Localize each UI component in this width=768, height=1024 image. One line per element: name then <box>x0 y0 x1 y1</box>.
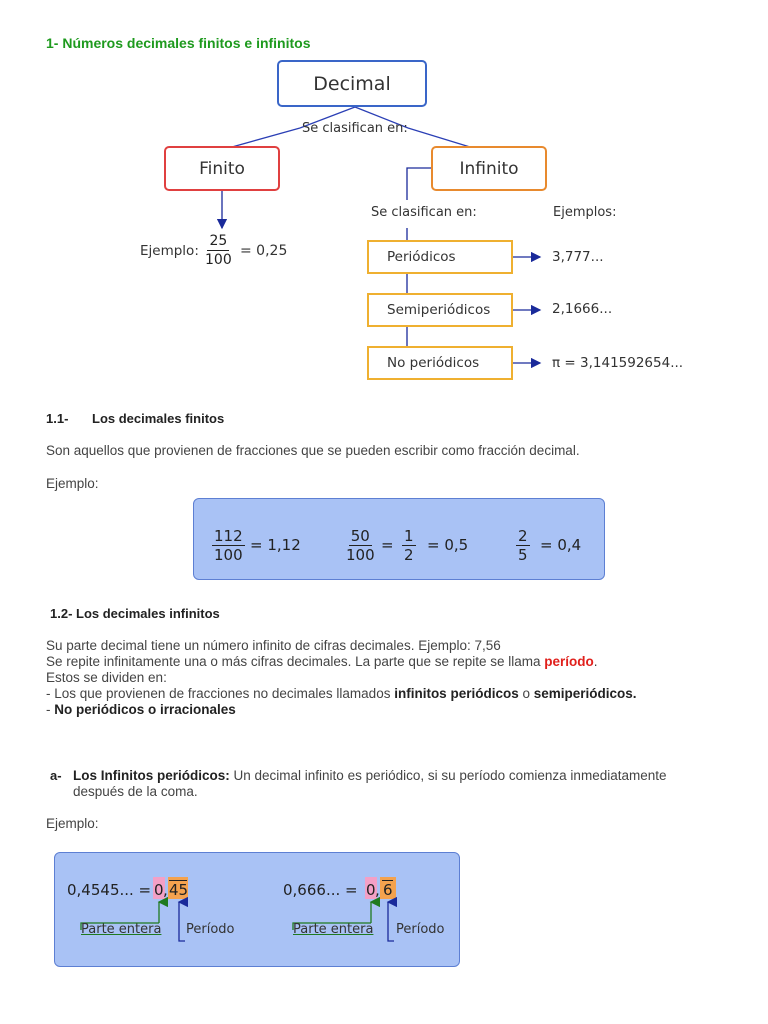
sa-line2: después de la coma. <box>73 784 198 799</box>
s11-paragraph: Son aquellos que provienen de fracciones que se pueden escribir como fracción decimal. <box>46 443 580 458</box>
ex3-result: = 0,4 <box>540 536 582 554</box>
s12-line1: Su parte decimal tiene un número infinito de cifras decimales. Ejemplo: 7,56 <box>46 638 501 653</box>
parte-entera-label: Parte entera <box>293 922 374 937</box>
s12-line2-end: . <box>593 654 598 669</box>
periodic-examples-panel <box>54 852 460 967</box>
fraction-numerator: 25 <box>209 233 228 249</box>
s12-line4 <box>46 686 746 702</box>
s11-number: 1.1- <box>46 411 69 426</box>
sa-ejemplo: Ejemplo: <box>46 816 99 831</box>
s12-line2 <box>46 654 746 670</box>
sa-paragraph <box>73 768 763 800</box>
no-periodicos-term: No periódicos o irracionales <box>54 702 236 717</box>
type-no-periodicos: No periódicos <box>367 346 513 380</box>
ex-periodic1-comma: , <box>163 881 168 899</box>
example-semiperiodico: 2,1666... <box>552 301 613 317</box>
ex1-fraction <box>212 528 245 564</box>
ex3-denominator: 5 <box>518 546 528 564</box>
classify-label: Se clasifican en: <box>302 121 408 136</box>
ex2-fraction <box>346 528 375 564</box>
ex-periodic2-comma: , <box>375 881 380 899</box>
example-no-periodico: π = 3,141592654... <box>552 355 684 371</box>
ex-periodic1-left: 0,4545... = <box>67 881 152 899</box>
s12-body <box>46 638 746 718</box>
sa-text1: Un decimal infinito es periódico, si su período comienza inmediatamente <box>229 768 667 783</box>
ex2-simplified-numerator: 1 <box>404 527 414 545</box>
decimal-node: Decimal <box>277 60 427 107</box>
periodo-term: período <box>544 654 594 669</box>
periodo-label: Período <box>396 922 445 937</box>
sa-title: Los Infinitos periódicos: <box>73 768 230 783</box>
type-periodicos: Periódicos <box>367 240 513 274</box>
s12-line3: Estos se dividen en: <box>46 670 167 685</box>
s12-line4-mid: o <box>518 686 534 701</box>
ex-periodic1-period: 45 <box>169 881 189 899</box>
parte-entera-label: Parte entera <box>81 922 162 937</box>
label-arrows <box>55 853 461 968</box>
ex1-result: = 1,12 <box>250 536 301 554</box>
ex2-numerator: 50 <box>350 527 370 545</box>
example-periodico: 3,777... <box>552 249 604 265</box>
ex3-fraction <box>516 528 530 564</box>
ex2-simplified-fraction <box>402 528 416 564</box>
s12-line2-text: Se repite infinitamente una o más cifras decimales. La parte que se repite se llama <box>46 654 545 669</box>
sa-line1 <box>73 768 763 784</box>
s11-ejemplo: Ejemplo: <box>46 476 99 491</box>
fraction-denominator: 100 <box>205 252 232 268</box>
semiperiodicos-term: semiperiódicos. <box>533 686 637 701</box>
s12-line4-text: - Los que provienen de fracciones no decimales llamados <box>46 686 395 701</box>
infinito-node: Infinito <box>431 146 547 191</box>
ex2-result: = 0,5 <box>427 536 469 554</box>
ex2-equals: = <box>381 536 394 554</box>
ex-periodic2-left: 0,666... = <box>283 881 358 899</box>
infinitos-periodicos-term: infinitos periódicos <box>394 686 519 701</box>
ex1-denominator: 100 <box>214 546 243 564</box>
finito-node: Finito <box>164 146 280 191</box>
sa-marker: a- <box>50 768 62 783</box>
periodo-label: Período <box>186 922 235 937</box>
ex-periodic2-period: 6 <box>383 881 393 899</box>
ex2-denominator: 100 <box>346 546 375 564</box>
ex-periodic1-int: 0 <box>154 881 164 899</box>
type-semiperiodicos: Semiperiódicos <box>367 293 513 327</box>
s12-line5 <box>46 702 746 718</box>
s11-title: Los decimales finitos <box>92 411 225 426</box>
s12-title: 1.2- Los decimales infinitos <box>50 606 220 621</box>
finito-example-fraction <box>205 233 232 269</box>
ex3-numerator: 2 <box>518 527 528 545</box>
examples-label: Ejemplos: <box>553 205 617 220</box>
ex1-numerator: 112 <box>214 527 243 545</box>
finito-example-label: Ejemplo: <box>140 243 199 259</box>
s12-line5-dash: - <box>46 702 55 717</box>
infinito-classify-label: Se clasifican en: <box>371 205 477 220</box>
finito-example-result: = 0,25 <box>240 243 288 259</box>
ex2-simplified-denominator: 2 <box>404 546 414 564</box>
ex-periodic2-int: 0 <box>366 881 376 899</box>
finite-examples-panel <box>193 498 605 580</box>
section-title: 1- Números decimales finitos e infinitos <box>46 35 311 51</box>
